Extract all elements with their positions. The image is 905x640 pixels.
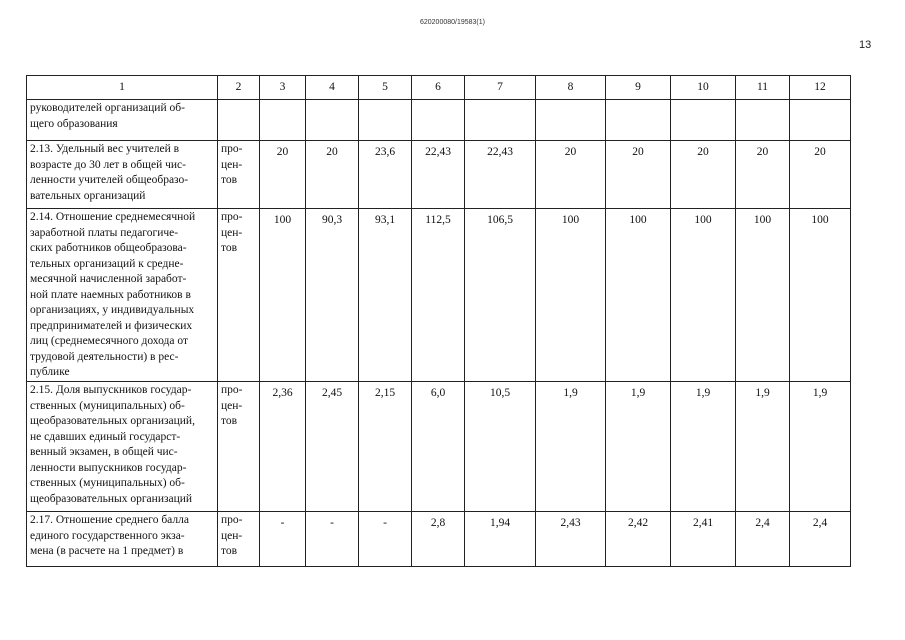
column-header-10: 10 bbox=[671, 76, 736, 100]
indicator-text-line: лиц (среднемесячного дохода от bbox=[30, 335, 188, 347]
unit-cell bbox=[218, 141, 260, 209]
value-cell-col-11: 100 bbox=[736, 209, 790, 382]
table-row bbox=[27, 209, 851, 382]
unit-text-line: тов bbox=[221, 415, 238, 427]
indicator-cell bbox=[27, 100, 218, 141]
column-header-2: 2 bbox=[218, 76, 260, 100]
unit-text-line: тов bbox=[221, 242, 238, 254]
value-cell-col-8 bbox=[536, 100, 606, 141]
unit-text-line: про- bbox=[221, 211, 243, 223]
value-cell-col-7: 22,43 bbox=[465, 141, 536, 209]
indicator-text-line: трудовой деятельности) в рес- bbox=[30, 350, 179, 363]
value-cell-col-11: 2,4 bbox=[736, 512, 790, 567]
value-cell-col-6 bbox=[412, 100, 465, 141]
indicator-text-line: руководителей организаций об- bbox=[30, 102, 185, 114]
table-row bbox=[27, 100, 851, 141]
value-cell-col-6: 112,5 bbox=[412, 209, 465, 382]
value-cell-col-7: 106,5 bbox=[465, 209, 536, 382]
value-cell-col-4 bbox=[306, 100, 359, 141]
value-cell-col-10: 20 bbox=[671, 141, 736, 209]
value-cell-col-3 bbox=[260, 100, 306, 141]
indicator-text-line: венный экзамен, в общей чис- bbox=[30, 446, 178, 458]
indicator-cell bbox=[27, 141, 218, 209]
unit-text-line: цен- bbox=[221, 226, 243, 239]
unit-cell bbox=[218, 100, 260, 141]
indicator-text-line: ной плате наемных работников в bbox=[30, 288, 191, 301]
unit-text-line: про- bbox=[221, 143, 243, 155]
value-cell-col-9: 20 bbox=[606, 141, 671, 209]
indicator-text-line: единого государственного экза- bbox=[30, 529, 185, 542]
value-cell-col-8: 2,43 bbox=[536, 512, 606, 567]
unit-text-line: тов bbox=[221, 174, 238, 186]
table-row bbox=[27, 512, 851, 567]
value-cell-col-9: 1,9 bbox=[606, 382, 671, 512]
value-cell-col-10: 100 bbox=[671, 209, 736, 382]
value-cell-col-10 bbox=[671, 100, 736, 141]
value-cell-col-3: 20 bbox=[260, 141, 306, 209]
unit-cell bbox=[218, 382, 260, 512]
indicator-text-line: организациях, у индивидуальных bbox=[30, 304, 195, 316]
column-header-5: 5 bbox=[359, 76, 412, 100]
indicator-text-line: 2.13. Удельный вес учителей в bbox=[30, 143, 180, 155]
column-header-7: 7 bbox=[465, 76, 536, 100]
column-header-3: 3 bbox=[260, 76, 306, 100]
value-cell-col-8: 1,9 bbox=[536, 382, 606, 512]
indicator-text-line: возрасте до 30 лет в общей чис- bbox=[30, 158, 186, 171]
value-cell-col-12: 1,9 bbox=[790, 382, 851, 512]
indicator-text-line: публике bbox=[30, 366, 70, 378]
value-cell-col-3: 100 bbox=[260, 209, 306, 382]
value-cell-col-7 bbox=[465, 100, 536, 141]
value-cell-col-5: 2,15 bbox=[359, 382, 412, 512]
value-cell-col-11: 1,9 bbox=[736, 382, 790, 512]
document-id: 620200080/19583(1) bbox=[419, 19, 485, 26]
column-header-1: 1 bbox=[27, 76, 218, 100]
value-cell-col-4: - bbox=[306, 512, 359, 567]
unit-text-line: тов bbox=[221, 545, 238, 557]
indicator-text-line: тельных организаций к средне- bbox=[30, 257, 184, 270]
column-header-6: 6 bbox=[412, 76, 465, 100]
table-row bbox=[27, 382, 851, 512]
column-header-4: 4 bbox=[306, 76, 359, 100]
indicator-text-line: ских работников общеобразова- bbox=[30, 242, 187, 254]
value-cell-col-3: 2,36 bbox=[260, 382, 306, 512]
column-header-8: 8 bbox=[536, 76, 606, 100]
column-header-11: 11 bbox=[736, 76, 790, 100]
value-cell-col-12 bbox=[790, 100, 851, 141]
value-cell-col-6: 6,0 bbox=[412, 382, 465, 512]
value-cell-col-10: 2,41 bbox=[671, 512, 736, 567]
value-cell-col-12: 2,4 bbox=[790, 512, 851, 567]
table-header-row bbox=[27, 76, 851, 100]
value-cell-col-5: 93,1 bbox=[359, 209, 412, 382]
indicator-cell bbox=[27, 209, 218, 382]
unit-text-line: про- bbox=[221, 514, 243, 526]
indicator-text-line: щеобразовательных организаций, bbox=[30, 415, 195, 427]
indicator-cell bbox=[27, 382, 218, 512]
indicator-text-line: 2.14. Отношение среднемесячной bbox=[30, 211, 196, 223]
indicator-text-line: месячной начисленной заработ- bbox=[30, 273, 187, 285]
indicator-text-line: заработной платы педагогиче- bbox=[30, 226, 179, 239]
value-cell-col-3: - bbox=[260, 512, 306, 567]
unit-cell bbox=[218, 209, 260, 382]
value-cell-col-9 bbox=[606, 100, 671, 141]
value-cell-col-5: - bbox=[359, 512, 412, 567]
indicator-text-line: щеобразовательных организаций bbox=[30, 492, 193, 505]
value-cell-col-4: 20 bbox=[306, 141, 359, 209]
indicator-text-line: ственных (муниципальных) об- bbox=[30, 399, 185, 412]
indicator-text-line: щего образования bbox=[30, 117, 118, 130]
indicator-text-line: ленности выпускников государ- bbox=[30, 461, 187, 474]
unit-text-line: цен- bbox=[221, 158, 243, 171]
value-cell-col-8: 20 bbox=[536, 141, 606, 209]
value-cell-col-7: 1,94 bbox=[465, 512, 536, 567]
indicator-text-line: мена (в расчете на 1 предмет) в bbox=[30, 545, 184, 557]
page-number: 13 bbox=[859, 39, 872, 51]
indicator-text-line: 2.17. Отношение среднего балла bbox=[30, 514, 189, 526]
value-cell-col-4: 2,45 bbox=[306, 382, 359, 512]
value-cell-col-5 bbox=[359, 100, 412, 141]
value-cell-col-6: 22,43 bbox=[412, 141, 465, 209]
value-cell-col-6: 2,8 bbox=[412, 512, 465, 567]
indicator-text-line: ленности учителей общеобразо- bbox=[30, 174, 189, 186]
value-cell-col-9: 2,42 bbox=[606, 512, 671, 567]
unit-text-line: цен- bbox=[221, 529, 243, 542]
value-cell-col-11 bbox=[736, 100, 790, 141]
value-cell-col-12: 20 bbox=[790, 141, 851, 209]
indicator-text-line: ственных (муниципальных) об- bbox=[30, 477, 185, 489]
indicator-cell bbox=[27, 512, 218, 567]
indicator-text-line: не сдавших единый государст- bbox=[30, 430, 181, 443]
indicator-text-line: предпринимателей и физических bbox=[30, 319, 193, 332]
indicator-text-line: 2.15. Доля выпускников государ- bbox=[30, 384, 192, 396]
value-cell-col-7: 10,5 bbox=[465, 382, 536, 512]
indicators-table bbox=[26, 75, 851, 567]
value-cell-col-11: 20 bbox=[736, 141, 790, 209]
value-cell-col-8: 100 bbox=[536, 209, 606, 382]
value-cell-col-4: 90,3 bbox=[306, 209, 359, 382]
value-cell-col-12: 100 bbox=[790, 209, 851, 382]
value-cell-col-10: 1,9 bbox=[671, 382, 736, 512]
table-row bbox=[27, 141, 851, 209]
column-header-9: 9 bbox=[606, 76, 671, 100]
indicator-text-line: вательных организаций bbox=[30, 189, 146, 202]
unit-cell bbox=[218, 512, 260, 567]
column-header-12: 12 bbox=[790, 76, 851, 100]
value-cell-col-9: 100 bbox=[606, 209, 671, 382]
unit-text-line: цен- bbox=[221, 399, 243, 412]
value-cell-col-5: 23,6 bbox=[359, 141, 412, 209]
unit-text-line: про- bbox=[221, 384, 243, 396]
